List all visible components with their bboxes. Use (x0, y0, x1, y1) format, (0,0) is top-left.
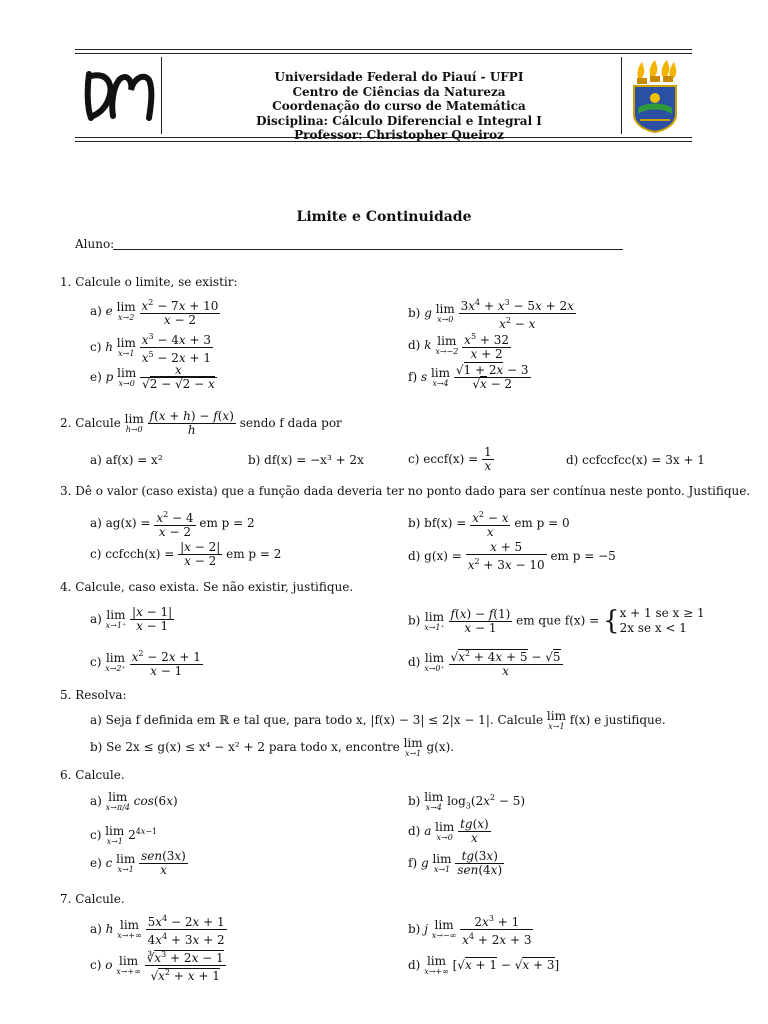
item-tail: em p = 0 (514, 516, 570, 530)
item-label: d) (408, 338, 421, 352)
item-text: b) Se 2x ≤ g(x) ≤ x⁴ − x² + 2 para todo x, encontre (90, 740, 400, 754)
q3-item-d: d) g(x) = $\frac{x + 5}{x^2 + 3x - 10}$ em p = −5 (408, 540, 616, 572)
question-2-statement: 2. Calcule lim h→0 $\frac{f(x + h) - f(x)}{h}$ sendo f dada por (60, 409, 342, 437)
q2-item-c: c) eccf(x) = $\frac{1}{x}$ (408, 445, 492, 473)
item-text: a) Seja f definida em ℝ e tal que, para todo x, |f(x) − 3| ≤ 2|x − 1|. Calcule (90, 713, 544, 727)
q7-item-d: d) lim x→+∞ [√x + 1 − √x + 3] (408, 954, 560, 976)
q4-item-d: d) lim x→0⁺ $\frac{√x^2 + 4x + 5 - √5}{x}$ (408, 649, 561, 678)
question-7-statement: 7. Calcule. (60, 892, 125, 906)
q4-item-c: c) lim x→2⁺ $\frac{x^2 - 2x + 1}{x - 1}$ (90, 649, 201, 678)
q3-item-a: a) ag(x) = $\frac{x^2 - 4}{x - 2}$ em p = 2 (90, 510, 255, 539)
header-rule (75, 53, 692, 54)
statement-text: sendo f dada por (239, 416, 342, 430)
university-crest-icon (628, 58, 682, 134)
student-name-line (113, 249, 623, 250)
q5-item-b: b) Se 2x ≤ g(x) ≤ x⁴ − x² + 2 para todo x, encontre lim x→1 g(x). (90, 736, 455, 758)
question-1-statement: 1. Calcule o limite, se existir: (60, 275, 238, 289)
question-3-statement: 3. Dê o valor (caso exista) que a função dada deveria ter no ponto dado para ser contínua neste ponto. Justifique. (60, 484, 751, 498)
q4-item-b: b) lim x→1⁺ $\frac{f(x) - f(1)}{x - 1}$ em que f(x) = { x + 1 se x ≥ 1 2x se x < 1 (408, 606, 705, 636)
q1-item-e: e) p lim x→0 $\frac{x}{√2 - √2 - x}$ (90, 363, 215, 391)
coordination-name: Coordenação do curso de Matemática (272, 99, 526, 113)
center-name: Centro de Ciências da Natureza (292, 84, 506, 99)
item-tail: em p = −5 (550, 549, 616, 563)
question-5-statement: 5. Resolva: (60, 688, 127, 702)
page-title: Limite e Continuidade (296, 209, 472, 225)
question-6-statement: 6. Calcule. (60, 768, 125, 782)
q6-item-c: c) lim x→1 $2^{4x-1}$ (90, 824, 158, 846)
header-text (175, 70, 623, 143)
department-logo-icon (83, 68, 157, 124)
question-4-statement: 4. Calcule, caso exista. Se não existir, justifique. (60, 580, 354, 594)
item-tail: em que f(x) = (516, 613, 600, 628)
q6-item-d: d) a lim x→0 $\frac{tg(x)}{x}$ (408, 817, 489, 845)
q5-item-a: a) Seja f definida em ℝ e tal que, para todo x, |f(x) − 3| ≤ 2|x − 1|. Calcule lim x→1 f(x) e justifique. (90, 709, 666, 731)
q2-item-b: b) df(x) = −x³ + 2x (248, 453, 364, 467)
q6-item-e: e) c lim x→1 $\frac{\text{sen(3x)}}{x}$ (90, 849, 186, 877)
q3-item-c: c) ccfcch(x) = $\frac{|x - 2|}{x - 2}$ em p = 2 (90, 540, 282, 568)
q7-item-a: a) h lim x→+∞ $\frac{5x^4 - 2x + 1}{4x^4 + 3x + 2}$ (90, 914, 225, 947)
header-divider (161, 57, 162, 134)
q1-item-c: c) h lim x→1 $\frac{x^3 - 4x + 3}{x^5 - 2x + 1}$ (90, 332, 211, 365)
item-label: d) g(x) = (408, 549, 462, 563)
q4-item-a: a) lim x→1⁺ $\frac{|x - 1|}{x - 1}$ (90, 605, 173, 633)
q2-item-d: d) ccfccfcc(x) = 3x + 1 (566, 453, 705, 467)
item-tail: em p = 2 (199, 516, 255, 530)
q1-item-f: f) s lim x→4 $\frac{√1 + 2x - 3}{√x - 2}$ (408, 363, 529, 391)
piecewise-case: x + 1 se x ≥ 1 (619, 606, 705, 620)
piecewise-case: 2x se x < 1 (619, 621, 687, 635)
item-label: b) bf(x) = (408, 516, 467, 530)
university-name: Universidade Federal do Piauí - UFPI (274, 70, 524, 84)
q7-item-c: c) o lim x→+∞ $\frac{∛x^3 + 2x - 1}{√x^2 + x + 1}$ (90, 950, 224, 983)
q7-item-b: b) j lim x→−∞ $\frac{2x^3 + 1}{x^4 + 2x + 3}$ (408, 914, 532, 947)
item-tail: em p = 2 (226, 547, 282, 561)
q6-item-b: b) lim x→4 $\log_3(2x^2 - 5)$ (408, 790, 526, 812)
item-label: c) (90, 340, 102, 354)
item-label: b) (408, 306, 421, 320)
item-label: a) ag(x) = (90, 516, 151, 530)
item-text: g(x). (426, 740, 455, 754)
student-label: Aluno: (75, 237, 115, 251)
document-header (75, 49, 692, 142)
q1-item-b: b) g lim x→0 $\frac{3x^4 + x^3 - 5x + 2x}{x^2 - x}$ (408, 298, 574, 331)
professor-name: Professor: Christopher Queiroz (294, 128, 504, 142)
course-name: Disciplina: Cálculo Diferencial e Integral I (256, 113, 542, 128)
q6-item-f: f) g lim x→1 $\frac{tg(3x)}{\text{sen(4x)}}$ (408, 849, 503, 877)
item-text: f(x) e justifique. (569, 713, 666, 727)
item-label: e) (90, 370, 102, 384)
q6-item-a: a) lim x→π/4 cos(6x) (90, 790, 178, 812)
statement-text: 2. Calcule (60, 416, 121, 430)
item-label: f) (408, 370, 418, 384)
q1-item-d: d) k lim x→−2 $\frac{x^5 + 32}{x + 2}$ (408, 332, 509, 361)
item-label: c) eccf(x) = (408, 452, 479, 466)
q2-item-a: a) af(x) = x² (90, 453, 163, 467)
item-label: c) ccfcch(x) = (90, 547, 175, 561)
q1-item-a: a) e lim x→2 $\frac{x^2 - 7x + 10}{x - 2}$ (90, 298, 219, 327)
item-label: a) (90, 304, 102, 318)
q3-item-b: b) bf(x) = $\frac{x^2 - x}{x}$ em p = 0 (408, 510, 570, 539)
